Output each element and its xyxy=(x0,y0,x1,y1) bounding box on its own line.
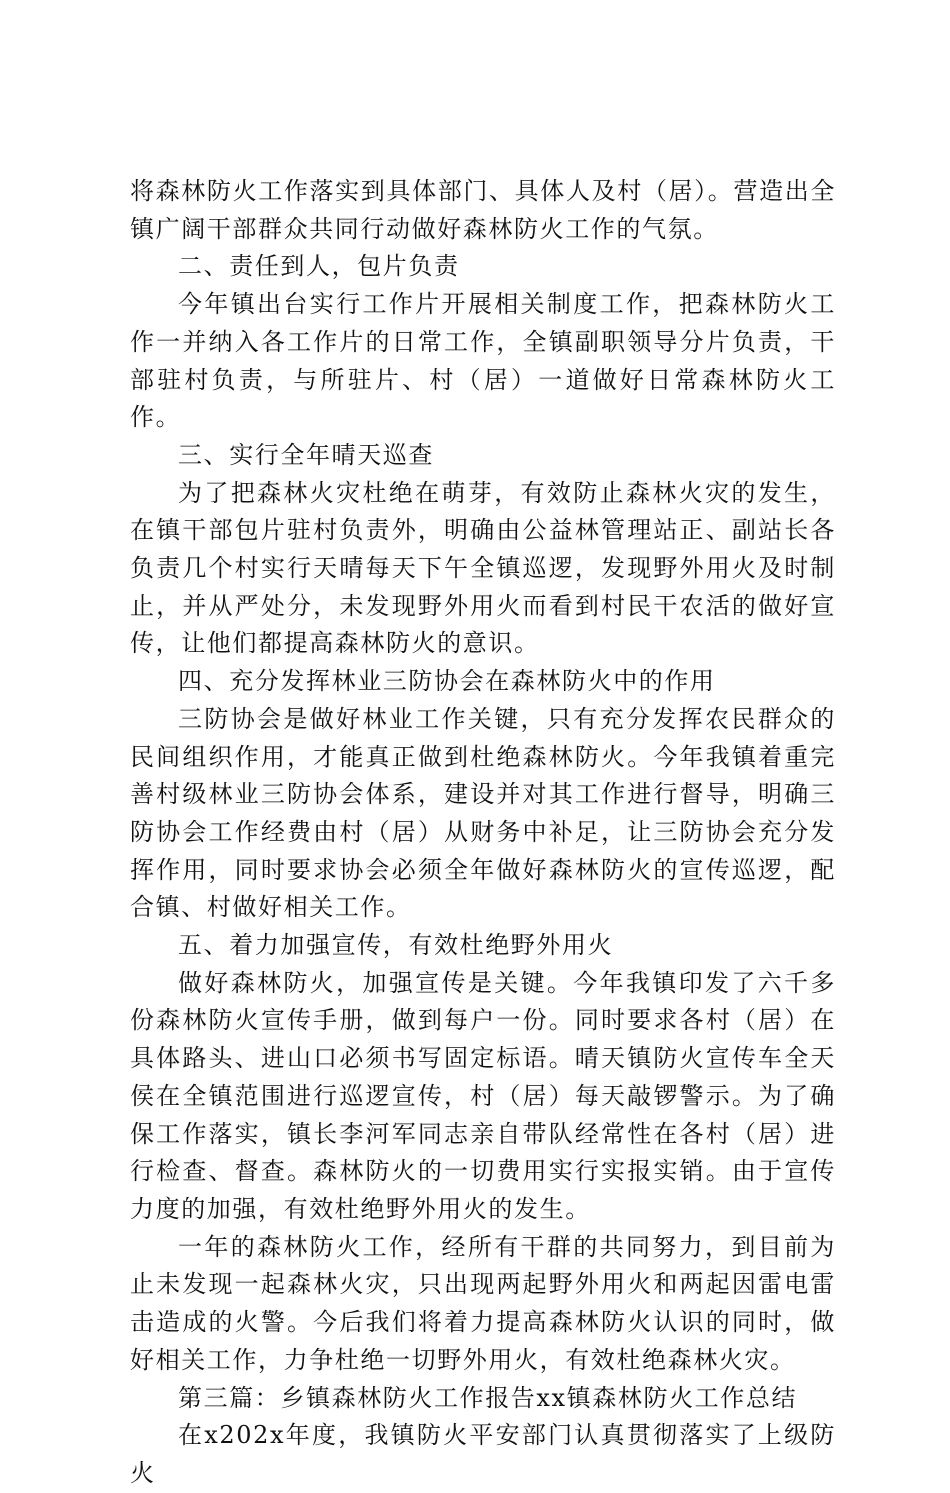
section-heading-association: 四、充分发挥林业三防协会在森林防火中的作用 xyxy=(178,667,716,696)
paragraph-third-intro: 在x202x年度，我镇防火平安部门认真贯彻落实了上级防火 xyxy=(130,1421,836,1487)
paragraph-publicity: 做好森林防火，加强宣传是关键。今年我镇印发了六千多份森林防火宣传手册，做到每户一份。同时要求各村（居）在具体路头、进山口必须书写固定标语。晴天镇防火宣传车全天侯在全镇范围进行巡逻宣传，村（居）每天敲锣警示。为了确保工作落实，镇长李河军同志亲自带队经常性在各村（居）进行检查、督查。森林防火的一切费用实行实报实销。由于宣传力度的加强，有效杜绝野外用火的发生。 xyxy=(130,968,836,1223)
paragraph-association: 三防协会是做好林业工作关键，只有充分发挥农民群众的民间组织作用，才能真正做到杜绝森林防火。今年我镇着重完善村级林业三防协会体系，建设并对其工作进行督导，明确三防协会工作经费由村（居）从财务中补足，让三防协会充分发挥作用，同时要求协会必须全年做好森林防火的宣传巡逻，配合镇、村做好相关工作。 xyxy=(130,704,836,922)
section-heading-publicity: 五、着力加强宣传，有效杜绝野外用火 xyxy=(178,931,614,960)
paragraph-patrol: 为了把森林火灾杜绝在萌芽，有效防止森林火灾的发生，在镇干部包片驻村负责外，明确由公益林管理站正、副站长各负责几个村实行天晴每天下午全镇巡逻，发现野外用火及时制止，并从严处分，未发现野外用火而看到村民干农活的做好宣传，让他们都提高森林防火的意识。 xyxy=(130,478,836,658)
document-body xyxy=(130,173,836,1493)
section-heading-patrol: 三、实行全年晴天巡查 xyxy=(178,440,434,469)
paragraph-summary: 一年的森林防火工作，经所有干群的共同努力，到目前为止未发现一起森林火灾，只出现两起野外用火和两起因雷电雷击造成的火警。今后我们将着力提高森林防火认识的同时，做好相关工作，力争杜绝一切野外用火，有效杜绝森林火灾。 xyxy=(130,1232,836,1374)
paragraph-continuation: 将森林防火工作落实到具体部门、具体人及村（居）。营造出全镇广阔干部群众共同行动做好森林防火工作的气氛。 xyxy=(130,177,836,243)
section-heading-responsibility: 二、责任到人，包片负责 xyxy=(178,252,460,281)
article-title-third: 第三篇：乡镇森林防火工作报告xx镇森林防火工作总结 xyxy=(178,1383,798,1412)
paragraph-responsibility: 今年镇出台实行工作片开展相关制度工作，把森林防火工作一并纳入各工作片的日常工作，全镇副职领导分片负责，干部驻村负责，与所驻片、村（居）一道做好日常森林防火工作。 xyxy=(130,290,836,432)
